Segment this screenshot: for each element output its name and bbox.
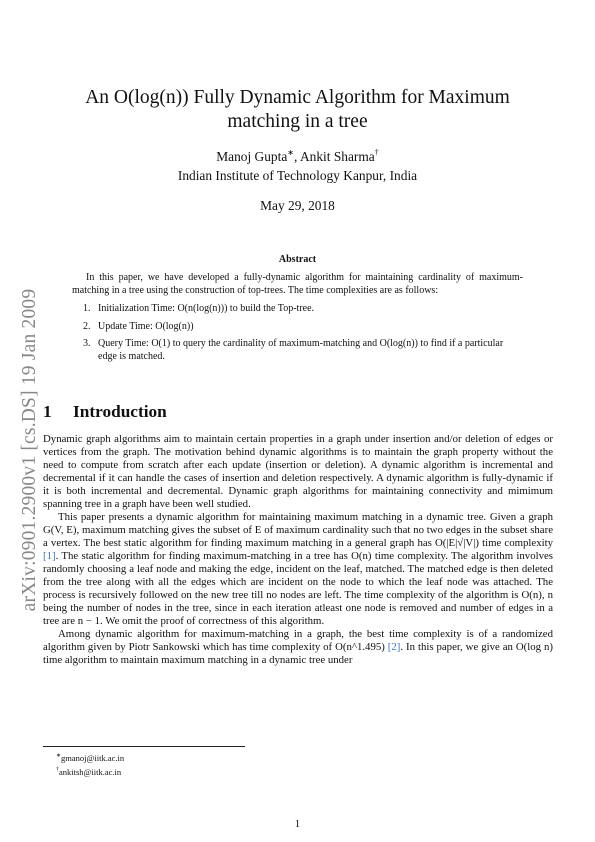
paragraph-text: This paper presents a dynamic algorithm for maintaining maximum matching in a dynamic tree. Given a graph G(V, E), maximum matching gives the subset of E of maximum cardinality such that no two edges in the subset share a vertex. The best static algorithm for finding maximum matching in a general graph has O(|E|√|V|) time complexity [43, 511, 553, 549]
footnote-email: ankitsh@iitk.ac.in [59, 767, 122, 777]
section-heading [43, 402, 167, 422]
author-footnote-mark[interactable]: † [374, 148, 379, 157]
author-name: Ankit Sharma [299, 149, 375, 164]
footnote-rule [43, 746, 245, 747]
footnote [56, 764, 124, 778]
footnote-mark: ∗ [56, 753, 62, 759]
abstract-heading: Abstract [278, 254, 317, 265]
title-line-1: An O(log(n)) Fully Dynamic Algorithm for Maximum [85, 87, 510, 108]
section-title: Introduction [73, 402, 167, 421]
author-separator: , [294, 149, 300, 164]
list-item-text: Initialization Time: O(n(log(n))) to build the Top-tree. [98, 303, 315, 315]
footnotes [56, 750, 124, 778]
list-item-number: 2. [83, 320, 91, 332]
footnote [56, 750, 124, 764]
citation-link[interactable]: [2] [387, 641, 401, 653]
page-number: 1 [294, 818, 301, 830]
arxiv-identifier-stamp [17, 270, 43, 630]
list-item [72, 302, 523, 315]
abstract-body [72, 271, 523, 367]
complexity-list [72, 302, 523, 363]
footnote-mark: † [56, 767, 59, 773]
abstract-text: In this paper, we have developed a fully-dynamic algorithm for maintaining cardinality of maximum-matching in a tree using the construction of top-trees. The time complexities are as follows: [72, 272, 523, 297]
affiliation: Indian Institute of Technology Kanpur, India [177, 168, 418, 183]
paragraph-text: . In this paper, we give an O(log n) time algorithm to maintain maximum matching in a dynamic tree under [43, 641, 553, 666]
paragraph-text: Among dynamic algorithm for maximum-matching in a graph, the best time complexity is of a randomized algorithm given by Piotr Sankowski which has time complexity of O(n^1.495) [43, 628, 553, 653]
title-line-2: matching in a tree [227, 111, 368, 132]
paragraph-3 [43, 628, 553, 667]
arxiv-id-text: arXiv:0901.2900v1 [cs.DS] 19 Jan 2009 [19, 288, 40, 612]
citation-link[interactable]: [1] [43, 550, 56, 562]
paragraph-text: . The static algorithm for finding maximum-matching in a tree has O(n) time complexity. The algorithm involves randomly choosing a leaf node and making the edge, incident on the leaf, matched. The matched edge is then deleted from the tree along with all the edges which are incident on the node to which the leaf node was attached. The process is recursively followed on the new tree till no nodes are left. The time complexity of the algorithm is O(n), n being the number of nodes in the tree, since in each iteration atleast one node is removed and number of edges in a tree are n − 1. We omit the proof of correctness of this algorithm. [43, 550, 553, 627]
author-footnote-mark[interactable]: ∗ [287, 148, 294, 157]
author-name: Manoj Gupta [216, 149, 288, 164]
list-item-number: 3. [83, 337, 91, 349]
footnote-email: gmanoj@iitk.ac.in [61, 753, 125, 763]
paper-date: May 29, 2018 [260, 198, 335, 213]
section-body [43, 433, 553, 667]
paragraph-2 [43, 511, 553, 628]
list-item [72, 320, 523, 333]
list-item [72, 337, 523, 363]
list-item-number: 1. [83, 303, 91, 315]
list-item-text: Update Time: O(log(n)) [98, 320, 194, 332]
paper-title [60, 86, 535, 134]
author-list [60, 148, 535, 165]
paragraph-1: Dynamic graph algorithms aim to maintain certain properties in a graph under insertion and/or deletion of edges or vertices from the graph. The motivation behind dynamic algorithms is to maintain the graph property without the need to compute from scratch after each update (insertion or deletion). A dynamic algorithm is incremental and decremental if it can handle the cases of insertion and deletion respectively. A dynamic algorithm is fully-dynamic if it is both incremental and decremental. Dynamic graph algorithms for maintaining connectivity and mimimum spanning tree in a graph have been well studied. [43, 433, 553, 510]
list-item-text: Query Time: O(1) to query the cardinality of maximum-matching and O(log(n)) to find if a particular edge is matched. [98, 337, 504, 363]
section-number: 1 [43, 402, 52, 421]
